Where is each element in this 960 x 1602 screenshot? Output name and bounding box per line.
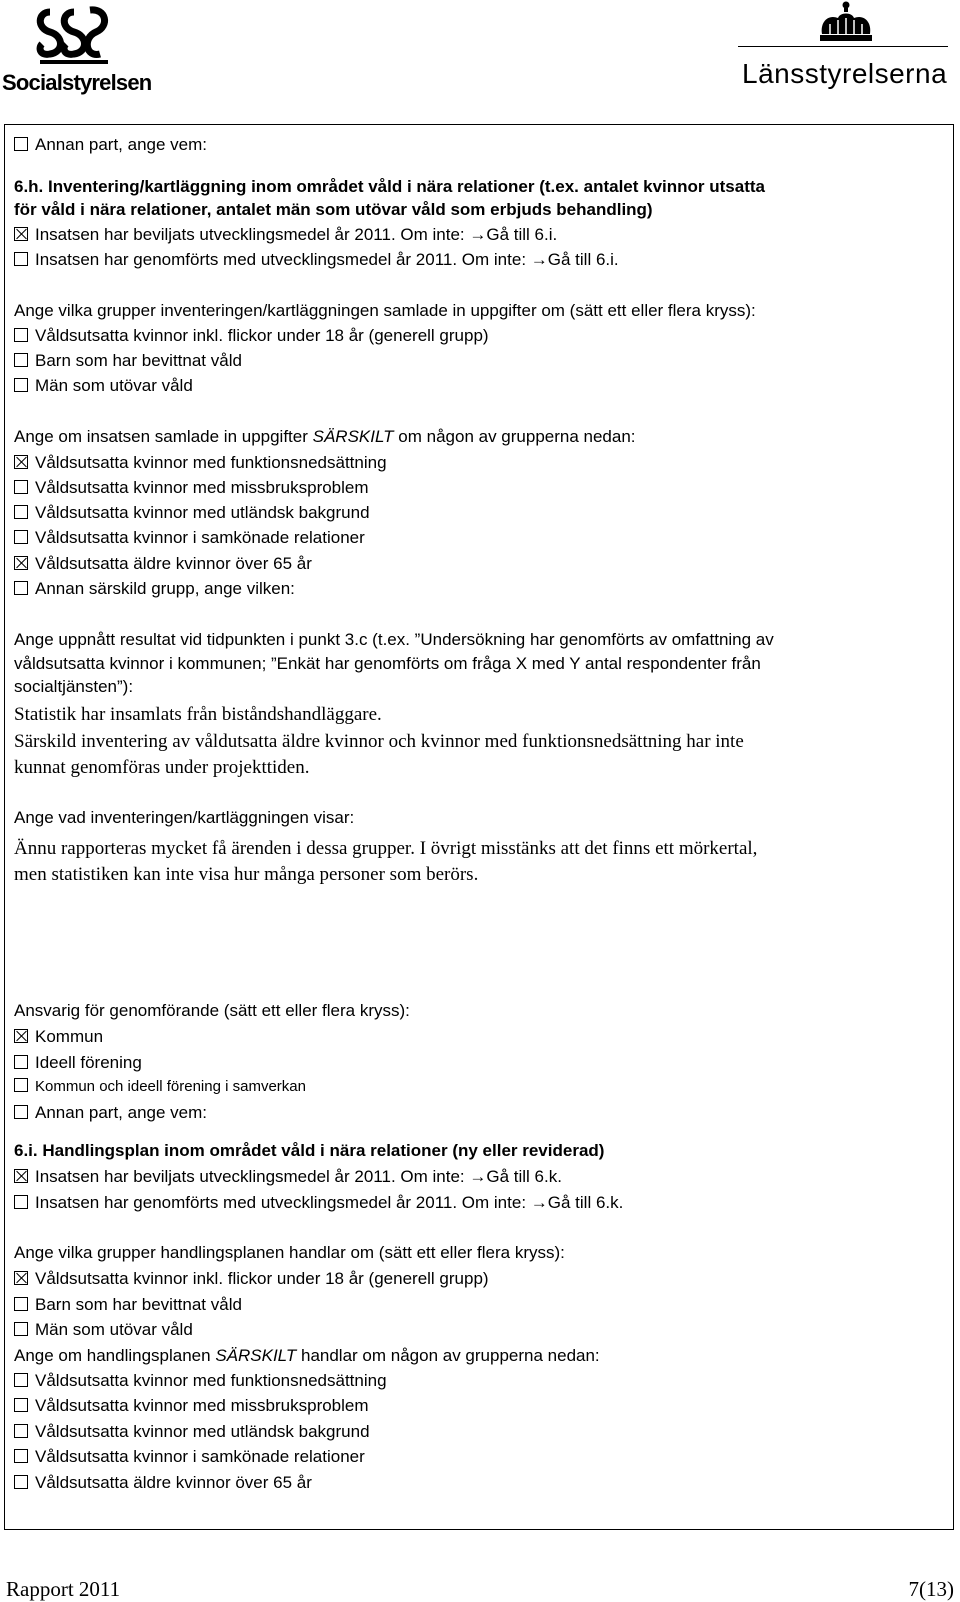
checkbox-row (14, 477, 369, 499)
empty-checkbox[interactable] (14, 1105, 28, 1119)
footer-page-number: 7(13) (908, 1577, 954, 1601)
text-line (14, 1000, 410, 1022)
lansstyrelserna-wordmark: Länsstyrelserna (742, 58, 948, 89)
checkbox-row (14, 1268, 489, 1290)
line-text: Våldsutsatta kvinnor med utländsk bakgrund (35, 1422, 370, 1441)
section-heading (14, 199, 653, 221)
line-text: 6.i. Handlingsplan inom området våld i nära relationer (ny eller reviderad) (14, 1141, 605, 1160)
emphasis-text: SÄRSKILT (312, 427, 394, 446)
line-text: Våldsutsatta kvinnor med missbruksproblem (35, 478, 369, 497)
section-heading (14, 1140, 604, 1162)
line-text: våldsutsatta kvinnor i kommunen; ”Enkät har genomförts om fråga X med Y antal respondenter från (14, 654, 761, 673)
empty-checkbox[interactable] (14, 137, 28, 151)
logo-divider (738, 46, 948, 47)
line-text: Våldsutsatta äldre kvinnor över 65 år (35, 554, 312, 573)
line-text: Insatsen har beviljats utvecklingsmedel år 2011. Om inte: →Gå till 6.k. (35, 1167, 562, 1186)
empty-checkbox[interactable] (14, 328, 28, 342)
checkbox-row (14, 527, 365, 549)
lansstyrelserna-logo (738, 0, 960, 100)
checkbox-row (14, 1026, 103, 1048)
crown-icon (814, 0, 878, 46)
checkbox-row (14, 1472, 312, 1494)
line-text: Annan part, ange vem: (35, 135, 208, 154)
checkbox-row (14, 325, 489, 347)
line-text: Män som utövar våld (35, 1320, 193, 1339)
text-line (14, 864, 478, 886)
line-text: Våldsutsatta kvinnor i samkönade relationer (35, 528, 365, 547)
section-heading (14, 176, 765, 198)
line-text: för våld i nära relationer, antalet män som utövar våld som erbjuds behandling) (14, 200, 653, 219)
checkbox-row (14, 134, 207, 156)
checkbox-row (14, 1294, 242, 1316)
line-text: Män som utövar våld (35, 376, 193, 395)
line-text: Våldsutsatta kvinnor i samkönade relationer (35, 1447, 365, 1466)
text-line (14, 653, 761, 675)
line-text: Våldsutsatta kvinnor med missbruksproblem (35, 1396, 369, 1415)
line-text: Annan särskild grupp, ange vilken: (35, 579, 295, 598)
line-text: Våldsutsatta kvinnor med funktionsnedsättning (35, 1371, 387, 1390)
empty-checkbox[interactable] (14, 581, 28, 595)
empty-checkbox[interactable] (14, 1078, 28, 1092)
line-text: men statistiken kan inte visa hur många personer som berörs. (14, 864, 479, 885)
line-text: Barn som har bevittnat våld (35, 351, 242, 370)
checkbox-row (14, 1370, 387, 1392)
text-line (14, 629, 774, 651)
checkbox-row (14, 1192, 623, 1214)
socialstyrelsen-emblem-icon (30, 2, 120, 70)
text-line (14, 704, 382, 726)
empty-checkbox[interactable] (14, 1475, 28, 1489)
page-header (0, 0, 960, 120)
checked-checkbox[interactable] (14, 1029, 28, 1043)
line-text: Insatsen har genomförts med utvecklingsmedel år 2011. Om inte: →Gå till 6.i. (35, 250, 619, 269)
text-line (14, 676, 133, 698)
line-text: Våldsutsatta kvinnor med funktionsnedsättning (35, 453, 387, 472)
line-text: Våldsutsatta kvinnor inkl. flickor under 18 år (generell grupp) (35, 326, 489, 345)
checkbox-row (14, 1166, 562, 1188)
empty-checkbox[interactable] (14, 252, 28, 266)
checked-checkbox[interactable] (14, 227, 28, 241)
text-line (14, 731, 744, 753)
checkbox-row (14, 578, 295, 600)
empty-checkbox[interactable] (14, 1055, 28, 1069)
text-line (14, 426, 636, 448)
checked-checkbox[interactable] (14, 556, 28, 570)
empty-checkbox[interactable] (14, 1297, 28, 1311)
line-text: Särskild inventering av våldutsatta äldre kvinnor och kvinnor med funktionsnedsättning har inte (14, 731, 744, 752)
checkbox-row (14, 1446, 365, 1468)
line-text: Ange vilka grupper handlingsplanen handlar om (sätt ett eller flera kryss): (14, 1243, 565, 1262)
empty-checkbox[interactable] (14, 530, 28, 544)
empty-checkbox[interactable] (14, 505, 28, 519)
empty-checkbox[interactable] (14, 1195, 28, 1209)
checkbox-row (14, 1052, 142, 1074)
text-line (14, 1242, 565, 1264)
checkbox-row (14, 350, 242, 372)
checked-checkbox[interactable] (14, 1271, 28, 1285)
empty-checkbox[interactable] (14, 1373, 28, 1387)
text-line (14, 1345, 600, 1367)
checkbox-row (14, 553, 312, 575)
line-text: 6.h. Inventering/kartläggning inom området våld i nära relationer (t.ex. antalet kvinnor utsatta (14, 177, 765, 196)
checkbox-row (14, 1076, 306, 1098)
empty-checkbox[interactable] (14, 1424, 28, 1438)
line-text: Barn som har bevittnat våld (35, 1295, 242, 1314)
checkbox-row (14, 452, 387, 474)
checkbox-row (14, 1102, 207, 1124)
empty-checkbox[interactable] (14, 1398, 28, 1412)
line-text: Insatsen har beviljats utvecklingsmedel år 2011. Om inte: →Gå till 6.i. (35, 225, 558, 244)
checked-checkbox[interactable] (14, 1169, 28, 1183)
line-text: Ange uppnått resultat vid tidpunkten i punkt 3.c (t.ex. ”Undersökning har genomförts av omfattning av (14, 630, 774, 649)
checkbox-row (14, 1319, 193, 1341)
line-text: Ange vad inventeringen/kartläggningen visar: (14, 808, 355, 827)
line-text: Våldsutsatta äldre kvinnor över 65 år (35, 1473, 312, 1492)
line-text: Våldsutsatta kvinnor inkl. flickor under 18 år (generell grupp) (35, 1269, 489, 1288)
line-text: socialtjänsten”): (14, 677, 134, 696)
line-text: Ange om insatsen samlade in uppgifter SÄRSKILT om någon av grupperna nedan: (14, 427, 636, 446)
line-text: Ännu rapporteras mycket få ärenden i dessa grupper. I övrigt misstänks att det finns ett mörkertal, (14, 838, 758, 859)
empty-checkbox[interactable] (14, 480, 28, 494)
text-line (14, 300, 756, 322)
empty-checkbox[interactable] (14, 353, 28, 367)
text-line (14, 807, 354, 829)
footer-report-label: Rapport 2011 (6, 1577, 121, 1601)
line-text: Ange vilka grupper inventeringen/kartläggningen samlade in uppgifter om (sätt ett eller flera kryss): (14, 301, 756, 320)
empty-checkbox[interactable] (14, 1322, 28, 1336)
checkbox-row (14, 249, 619, 271)
checkbox-row (14, 375, 193, 397)
line-text: Annan part, ange vem: (35, 1103, 208, 1122)
line-text: Ange om handlingsplanen SÄRSKILT handlar om någon av grupperna nedan: (14, 1346, 600, 1365)
line-text: Ideell förening (35, 1053, 142, 1072)
empty-checkbox[interactable] (14, 1449, 28, 1463)
checkbox-row (14, 1421, 370, 1443)
line-text: Ansvarig för genomförande (sätt ett eller flera kryss): (14, 1001, 410, 1020)
checkbox-row (14, 1395, 369, 1417)
text-line (14, 838, 757, 860)
line-text: Våldsutsatta kvinnor med utländsk bakgrund (35, 503, 370, 522)
empty-checkbox[interactable] (14, 378, 28, 392)
emphasis-text: SÄRSKILT (215, 1346, 297, 1365)
socialstyrelsen-logo (2, 2, 157, 102)
checkbox-row (14, 502, 370, 524)
checkbox-row (14, 224, 557, 246)
checked-checkbox[interactable] (14, 455, 28, 469)
socialstyrelsen-wordmark: Socialstyrelsen (2, 70, 152, 95)
line-text: kunnat genomföras under projekttiden. (14, 757, 310, 778)
line-text: Kommun (35, 1027, 104, 1046)
line-text: Insatsen har genomförts med utvecklingsmedel år 2011. Om inte: →Gå till 6.k. (35, 1193, 624, 1212)
line-text: Statistik har insamlats från biståndshandläggare. (14, 704, 382, 725)
text-line (14, 757, 309, 779)
line-text: Kommun och ideell förening i samverkan (35, 1078, 306, 1095)
